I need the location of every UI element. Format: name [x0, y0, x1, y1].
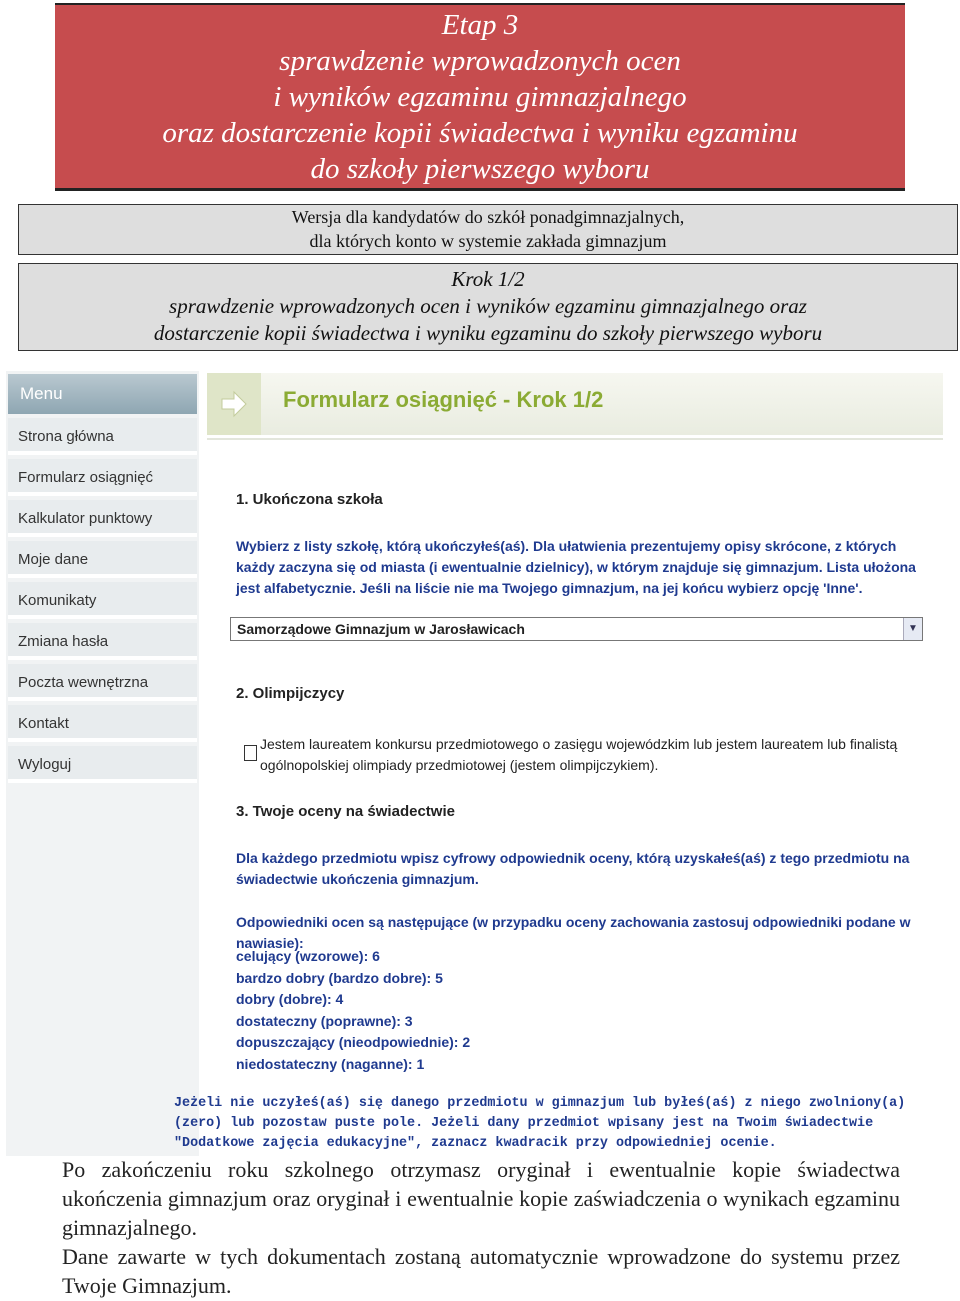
menu-item-password[interactable]: Zmiana hasła	[8, 623, 197, 660]
banner-line: i wyników egzaminu gimnazjalnego	[273, 81, 687, 113]
note-line: Jeżeli nie uczyłeś(aś) się danego przedmiotu w gimnazjum lub byłeś(aś) z niego zwolniony(a)	[174, 1096, 906, 1111]
form-screenshot	[4, 369, 946, 1156]
grade-item: dopuszczający (nieodpowiednie): 2	[236, 1034, 471, 1050]
paragraph: Po zakończeniu roku szkolnego otrzymasz oryginał i ewentualnie kopie świadectwa ukończenia gimnazjum oraz oryginał i ewentualnie kopie zaświadczenia o wynikach egzaminu gimnazjalnego.	[62, 1157, 900, 1240]
banner-line: do szkoły pierwszego wyboru	[310, 153, 650, 185]
step-line: dostarczenie kopii świadectwa i wyniku egzaminu do szkoły pierwszego wyboru	[153, 321, 823, 345]
olympian-label: Jestem laureatem konkursu przedmiotowego o zasięgu wojewódzkim lub jestem laureatem lub finalistą ogólnopolskiej olimpiady przedmiotowej (jestem olimpijczykiem).	[260, 736, 898, 773]
arrow-box	[207, 373, 261, 435]
menu-item-logout[interactable]: Wyloguj	[8, 746, 197, 783]
grade-item: dobry (dobre): 4	[236, 991, 344, 1007]
menu-item-calculator[interactable]: Kalkulator punktowy	[8, 500, 197, 537]
menu-item-contact[interactable]: Kontakt	[8, 705, 197, 742]
version-line: dla których konto w systemie zakłada gimnazjum	[309, 231, 667, 251]
arrow-right-icon	[220, 390, 248, 418]
section-text: Wybierz z listy szkołę, którą ukończyłeś(aś). Dla ułatwienia prezentujemy opisy skrócone, z których każdy zaczyna się od miasta (i ewentualnie dzielnicy), w którym znajduje się gimnazjum. Lista ułożona jest alfabetycznie. Jeśli na liście nie ma Twojego gimnazjum, na jej końcu wybierz opcję 'Inne'.	[236, 538, 916, 596]
menu-item-mail[interactable]: Poczta wewnętrzna	[8, 664, 197, 701]
section-text: Dla każdego przedmiotu wpisz cyfrowy odpowiednik oceny, którą uzyskałeś(aś) z tego przedmiotu na świadectwie ukończenia gimnazjum.	[236, 850, 910, 887]
side-menu	[6, 371, 199, 1156]
menu-item-form[interactable]: Formularz osiągnięć	[8, 459, 197, 496]
form-header	[207, 373, 943, 435]
grade-item: bardzo dobry (bardzo dobre): 5	[236, 969, 443, 986]
banner-line: sprawdzenie wprowadzonych ocen	[279, 45, 681, 77]
exemption-note	[174, 1094, 946, 1154]
olympian-checkbox[interactable]	[244, 745, 257, 761]
menu-item-home[interactable]: Strona główna	[8, 418, 197, 455]
chevron-down-icon[interactable]: ▼	[903, 618, 922, 640]
version-box	[18, 204, 958, 255]
divider	[207, 438, 943, 440]
section-heading: 3. Twoje oceny na świadectwie	[236, 803, 455, 820]
menu-item-my-data[interactable]: Moje dane	[8, 541, 197, 578]
note-line: "Dodatkowe zajęcia edukacyjne", zaznacz kwadracik przy odpowiedniej ocenie.	[174, 1136, 777, 1151]
step-line: sprawdzenie wprowadzonych ocen i wyników egzaminu gimnazjalnego oraz	[169, 294, 807, 318]
section-heading: 1. Ukończona szkoła	[236, 491, 383, 508]
grade-item: niedostateczny (naganne): 1	[236, 1055, 425, 1072]
school-select-value: Samorządowe Gimnazjum w Jarosławicach	[237, 621, 525, 637]
menu-title: Menu	[8, 374, 197, 414]
note-line: (zero) lub pozostaw puste pole. Jeżeli dany przedmiot wpisany jest na Twoim świadectwie	[174, 1116, 874, 1131]
grade-item: celujący (wzorowe): 6	[236, 948, 380, 964]
paragraph: Dane zawarte w tych dokumentach zostaną automatycznie wprowadzone do systemu przez Twoje Gimnazjum.	[62, 1244, 900, 1298]
section-heading: 2. Olimpijczycy	[236, 685, 345, 702]
version-line: Wersja dla kandydatów do szkół ponadgimnazjalnych,	[291, 207, 685, 227]
section-text: Odpowiedniki ocen są następujące (w przypadku oceny zachowania zastosuj odpowiedniki podane w nawiasie):	[236, 914, 911, 951]
grade-item: dostateczny (poprawne): 3	[236, 1012, 413, 1029]
menu-item-messages[interactable]: Komunikaty	[8, 582, 197, 619]
school-select[interactable]	[230, 617, 923, 641]
form-title: Formularz osiągnięć - Krok 1/2	[283, 387, 604, 412]
banner-line: oraz dostarczenie kopii świadectwa i wyniku egzaminu	[162, 117, 798, 149]
step-title: Krok 1/2	[451, 267, 525, 291]
stage-banner	[55, 3, 905, 191]
banner-line: Etap 3	[441, 9, 519, 41]
grade-list	[236, 946, 936, 1075]
step-box	[18, 263, 958, 351]
